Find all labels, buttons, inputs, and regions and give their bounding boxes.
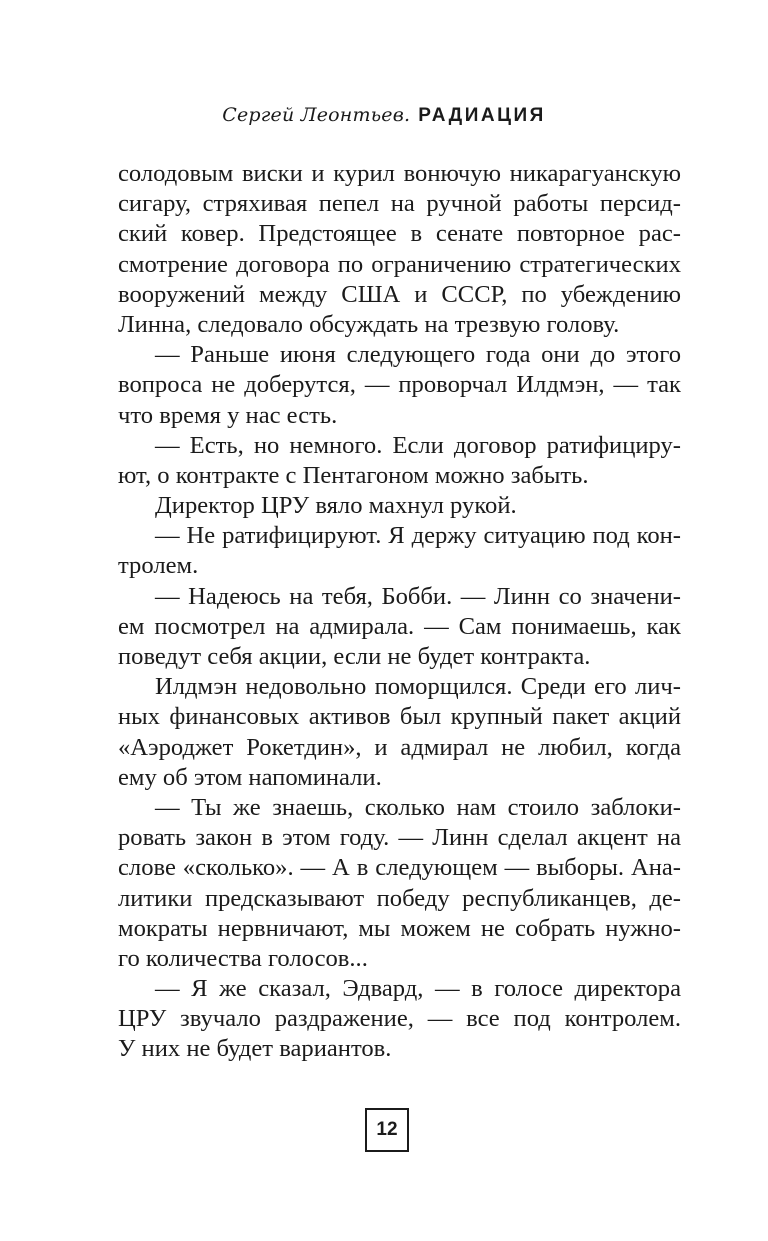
- text-line: вопроса не доберутся, — проворчал Илдмэн, — так: [118, 371, 681, 399]
- text-line: — Надеюсь на тебя, Бобби. — Линн со значени-: [155, 582, 681, 610]
- text-line: — Есть, но немного. Если договор ратифициру-: [155, 431, 681, 459]
- text-line: сигару, стряхивая пепел на ручной работы персид-: [118, 190, 681, 218]
- text-line: ем посмотрел на адмирала. — Сам понимаешь, как: [118, 612, 681, 640]
- text-line: поведут себя акции, если не будет контракта.: [118, 643, 591, 670]
- text-line: ему об этом напоминали.: [118, 763, 382, 791]
- text-line: — Ты же знаешь, сколько нам стоило заблоки-: [155, 793, 681, 821]
- text-line: ют, о контракте с Пентагоном можно забыть.: [118, 461, 589, 489]
- body-text: [118, 159, 681, 1065]
- text-line: смотрение договора по ограничению стратегических: [118, 250, 681, 278]
- text-line: — Я же сказал, Эдвард, — в голосе директора: [155, 975, 681, 1003]
- text-line: что время у нас есть.: [118, 401, 338, 429]
- header-title: РАДИАЦИЯ: [418, 105, 546, 126]
- text-line: ных финансовых активов был крупный пакет акций: [118, 703, 681, 731]
- text-line: Линна, следовало обсуждать на трезвую голову.: [118, 310, 620, 338]
- text-line: ЦРУ звучало раздражение, — все под контролем.: [118, 1005, 681, 1033]
- text-line: Директор ЦРУ вяло махнул рукой.: [155, 492, 517, 520]
- text-line: солодовым виски и курил вонючую никарагуанскую: [118, 160, 681, 187]
- text-line: вооружений между США и СССР, по убеждению: [118, 280, 681, 308]
- text-line: — Не ратифицируют. Я держу ситуацию под кон-: [155, 522, 681, 550]
- text-line: литики предсказывают победу республиканцев, де-: [118, 884, 681, 912]
- header-author: Сергей Леонтьев.: [222, 104, 411, 126]
- text-line: слове «сколько». — А в следующем — выборы. Ана-: [118, 854, 681, 882]
- text-line: мократы нервничают, мы можем не собрать нужно-: [118, 914, 681, 942]
- text-line: — Раньше июня следующего года они до этого: [155, 341, 681, 369]
- text-line: го количества голосов...: [118, 944, 368, 972]
- text-line: Илдмэн недовольно поморщился. Среди его лич-: [155, 673, 681, 701]
- text-line: тролем.: [118, 552, 199, 580]
- text-line: У них не будет вариантов.: [118, 1035, 392, 1063]
- text-line: «Аэроджет Рокетдин», и адмирал не любил, когда: [118, 733, 681, 761]
- text-line: ровать закон в этом году. — Линн сделал акцент на: [118, 824, 681, 852]
- text-line: ский ковер. Предстоящее в сенате повторное рас-: [118, 220, 681, 248]
- page-number: 12: [365, 1108, 409, 1152]
- running-header: [0, 104, 768, 127]
